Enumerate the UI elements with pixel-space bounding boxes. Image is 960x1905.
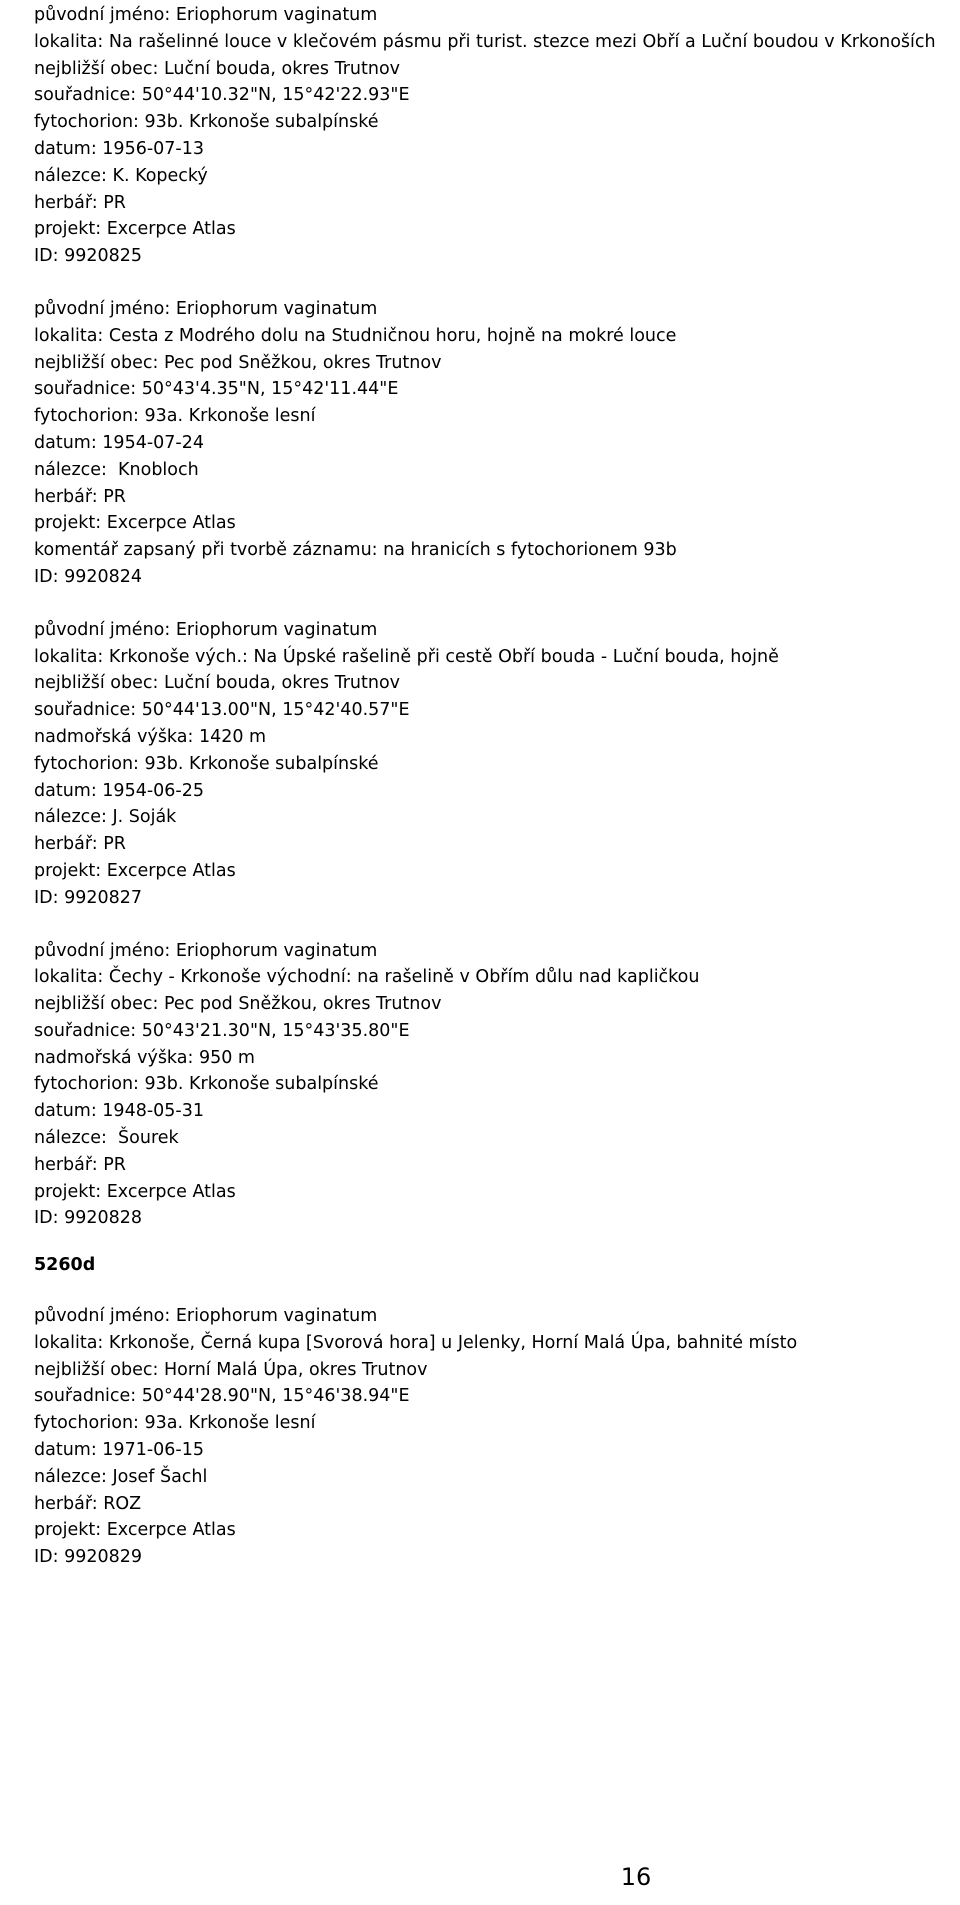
field-value: Cesta z Modrého dolu na Studničnou horu, hojně na mokré louce [103,325,677,346]
field-label: lokalita: [34,967,104,988]
field-value: 1948-05-31 [96,1101,204,1122]
field-label: projekt: [34,1181,102,1202]
field-value: 1971-06-15 [96,1440,204,1461]
record-field [34,56,944,83]
field-value: K. Kopecký [106,165,208,186]
field-label: ID: [34,566,59,587]
field-value: Excerpce Atlas [101,1520,236,1541]
record-entry [34,296,944,591]
record-field [34,1179,944,1206]
field-value: Na rašelinné louce v klečovém pásmu při turist. stezce mezi Obří a Luční boudou v Krkonoších [103,31,936,52]
field-label: nejbližší obec: [34,58,159,79]
field-value: 9920827 [58,887,143,908]
field-value: Krkonoše vých.: Na Úpské rašelině při cestě Obří bouda - Luční bouda, hojně [103,646,779,667]
record-field [34,831,944,858]
page-number: 16 [620,1863,652,1891]
field-value: Eriophorum vaginatum [170,1306,378,1327]
record-field [34,885,944,912]
field-value: 950 m [193,1047,255,1068]
field-label: ID: [34,1547,59,1568]
record-field [34,109,944,136]
field-label: lokalita: [34,646,104,667]
field-value: Eriophorum vaginatum [170,298,378,319]
field-value: 93a. Krkonoše lesní [138,406,316,427]
record-field [34,1410,944,1437]
record-field [34,190,944,217]
record-field [34,323,944,350]
field-value: 1954-07-24 [96,432,204,453]
field-label: původní jméno: [34,1306,171,1327]
record-field [34,1544,944,1571]
record-field [34,163,944,190]
field-value: 93a. Krkonoše lesní [138,1413,316,1434]
field-label: herbář: [34,834,98,855]
field-value: Excerpce Atlas [101,219,236,240]
field-label: nejbližší obec: [34,352,159,373]
field-value: Pec pod Sněžkou, okres Trutnov [158,352,442,373]
record-field [34,644,944,671]
record-entry [34,617,944,912]
field-value: 50°43'4.35"N, 15°42'11.44"E [136,379,399,400]
section-heading: 5260d [34,1255,96,1276]
field-value: 50°44'10.32"N, 15°42'22.93"E [136,85,410,106]
field-value: 93b. Krkonoše subalpínské [138,753,379,774]
record-field [34,1517,944,1544]
record-field [34,296,944,323]
field-label: souřadnice: [34,379,137,400]
field-label: souřadnice: [34,85,137,106]
field-label: projekt: [34,513,102,534]
field-label: lokalita: [34,31,104,52]
field-value: Excerpce Atlas [101,513,236,534]
field-label: souřadnice: [34,1020,137,1041]
record-field [34,403,944,430]
field-label: datum: [34,1101,97,1122]
field-value: Horní Malá Úpa, okres Trutnov [158,1359,428,1380]
field-value: 9920825 [58,246,143,267]
record-field [34,1357,944,1384]
field-label: komentář zapsaný při tvorbě záznamu: [34,540,378,561]
field-label: nejbližší obec: [34,1359,159,1380]
field-value: 93b. Krkonoše subalpínské [138,112,379,133]
field-value: Čechy - Krkonoše východní: na rašelině v Obřím důlu nad kapličkou [103,967,700,988]
field-value: Excerpce Atlas [101,1181,236,1202]
record-field [34,724,944,751]
field-value: 1420 m [193,726,267,747]
record-field [34,537,944,564]
field-value: 1956-07-13 [96,138,204,159]
field-value: na hranicích s fytochorionem 93b [377,540,677,561]
field-label: souřadnice: [34,1386,137,1407]
record-field [34,82,944,109]
record-field [34,778,944,805]
field-label: původní jméno: [34,5,171,25]
field-label: herbář: [34,486,98,507]
record-field [34,617,944,644]
field-label: lokalita: [34,325,104,346]
record-field [34,457,944,484]
field-label: původní jméno: [34,940,171,961]
record-entry [34,1303,944,1571]
field-value: Eriophorum vaginatum [170,940,378,961]
record-field [34,216,944,243]
record-field [34,938,944,965]
record-field [34,510,944,537]
field-label: ID: [34,1208,59,1229]
record-field [34,1152,944,1179]
record-field [34,1491,944,1518]
field-label: nejbližší obec: [34,673,159,694]
field-label: fytochorion: [34,1074,139,1095]
field-value: Eriophorum vaginatum [170,5,378,25]
record-entry [34,2,944,270]
record-field [34,804,944,831]
field-value: Luční bouda, okres Trutnov [158,58,401,79]
field-label: fytochorion: [34,753,139,774]
record-field [34,243,944,270]
field-label: ID: [34,246,59,267]
record-field [34,484,944,511]
record-field [34,670,944,697]
field-label: nálezce: [34,165,107,186]
field-value: 9920828 [58,1208,143,1229]
record-field [34,991,944,1018]
records-container [34,2,944,1597]
field-label: datum: [34,1440,97,1461]
record-field [34,376,944,403]
field-value: 1954-06-25 [96,780,204,801]
field-label: herbář: [34,192,98,213]
field-label: herbář: [34,1493,98,1514]
field-label: nejbližší obec: [34,994,159,1015]
record-field [34,1330,944,1357]
field-value: Luční bouda, okres Trutnov [158,673,401,694]
record-field [34,964,944,991]
record-field [34,697,944,724]
field-label: datum: [34,780,97,801]
field-label: původní jméno: [34,619,171,640]
field-value: J. Soják [106,807,177,828]
field-value: 50°43'21.30"N, 15°43'35.80"E [136,1020,410,1041]
field-label: původní jméno: [34,298,171,319]
record-field [34,29,944,56]
record-field [34,1205,944,1232]
field-label: souřadnice: [34,700,137,721]
field-value: Eriophorum vaginatum [170,619,378,640]
field-label: projekt: [34,1520,102,1541]
field-label: datum: [34,138,97,159]
field-label: projekt: [34,860,102,881]
record-field [34,858,944,885]
field-label: lokalita: [34,1332,104,1353]
record-list-after-heading [34,1303,944,1571]
field-label: projekt: [34,219,102,240]
record-field [34,564,944,591]
record-field [34,1018,944,1045]
field-label: fytochorion: [34,1413,139,1434]
record-entry [34,938,944,1233]
field-value: 9920829 [58,1547,143,1568]
field-value: Krkonoše, Černá kupa [Svorová hora] u Jelenky, Horní Malá Úpa, bahnité místo [103,1332,798,1353]
field-label: nadmořská výška: [34,726,194,747]
record-field [34,1383,944,1410]
field-label: fytochorion: [34,112,139,133]
record-field [34,1098,944,1125]
field-value: PR [97,1154,126,1175]
field-value: 93b. Krkonoše subalpínské [138,1074,379,1095]
record-field [34,751,944,778]
field-label: fytochorion: [34,406,139,427]
record-field [34,2,944,29]
record-field [34,1464,944,1491]
field-label: nálezce: [34,807,107,828]
field-label: datum: [34,432,97,453]
record-field [34,350,944,377]
field-value: PR [97,192,126,213]
field-value: Josef Šachl [106,1466,208,1487]
field-label: nálezce: [34,1128,107,1149]
record-field [34,1303,944,1330]
field-label: nálezce: [34,1466,107,1487]
field-value: Pec pod Sněžkou, okres Trutnov [158,994,442,1015]
record-field [34,1045,944,1072]
record-field [34,136,944,163]
field-label: nadmořská výška: [34,1047,194,1068]
field-value: 9920824 [58,566,143,587]
record-list [34,2,944,1232]
field-value: 50°44'28.90"N, 15°46'38.94"E [136,1386,410,1407]
field-label: nálezce: [34,459,107,480]
field-value: 50°44'13.00"N, 15°42'40.57"E [136,700,410,721]
field-value: Excerpce Atlas [101,860,236,881]
field-value: PR [97,486,126,507]
record-field [34,1125,944,1152]
record-field [34,1071,944,1098]
field-value: ROZ [97,1493,142,1514]
field-value: Knobloch [106,459,199,480]
field-value: Šourek [106,1128,179,1149]
record-field [34,430,944,457]
field-label: herbář: [34,1154,98,1175]
field-label: ID: [34,887,59,908]
field-value: PR [97,834,126,855]
record-field [34,1437,944,1464]
